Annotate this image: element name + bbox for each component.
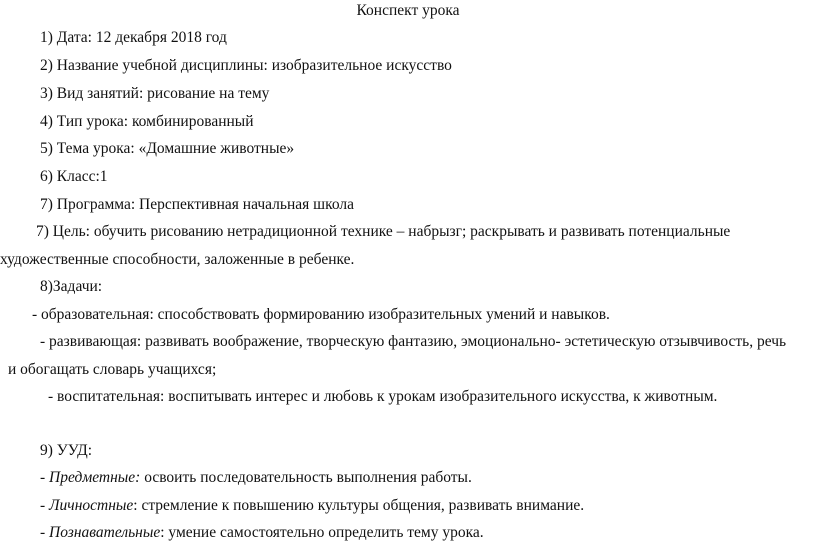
uud-cognitive: [40, 523, 484, 543]
uud-heading: 9) УУД:: [40, 442, 93, 459]
item-goal-line2: художественные способности, заложенные в ребенке.: [0, 251, 355, 268]
item-goal-line1: 7) Цель: обучить рисованию нетрадиционной технике – набрызг; раскрывать и развивать потенциальные: [36, 223, 731, 240]
uud-subject-label: Предметные:: [49, 469, 141, 486]
uud-personal-label: Личностные: [49, 497, 134, 514]
item-grade: 6) Класс:1: [40, 168, 108, 185]
uud-personal-text: : стремление к повышению культуры общения, развивать внимание.: [133, 497, 585, 514]
uud-subject-text: освоить последовательность выполнения работы.: [140, 469, 472, 486]
item-discipline: 2) Название учебной дисциплины: изобразительное искусство: [40, 57, 452, 74]
uud-subject-prefix: -: [40, 469, 50, 486]
task-educational: - образовательная: способствовать формированию изобразительных умений и навыков.: [32, 306, 610, 323]
item-activity: 3) Вид занятий: рисование на тему: [40, 85, 270, 102]
item-date: 1) Дата: 12 декабря 2018 год: [40, 29, 227, 46]
task-developing-line1: - развивающая: развивать воображение, творческую фантазию, эмоционально- эстетическую отзывчивость, речь: [40, 333, 787, 350]
item-program: 7) Программа: Перспективная начальная школа: [40, 196, 354, 213]
uud-personal: [40, 496, 584, 516]
item-lesson-type: 4) Тип урока: комбинированный: [40, 113, 254, 130]
uud-cognitive-text: : умение самостоятельно определить тему урока.: [160, 524, 484, 541]
item-topic: 5) Тема урока: «Домашние животные»: [40, 140, 295, 157]
uud-cognitive-prefix: -: [40, 524, 50, 541]
uud-subject: [40, 468, 472, 488]
uud-cognitive-label: Познавательные: [49, 524, 161, 541]
task-developing-line2: и обогащать словарь учащихся;: [8, 361, 217, 378]
tasks-heading: 8)Задачи:: [40, 278, 103, 295]
document-title: Конспект урока: [356, 2, 460, 19]
task-upbringing: - воспитательная: воспитывать интерес и любовь к урокам изобразительного искусства, к животным.: [48, 388, 718, 405]
uud-personal-prefix: -: [40, 497, 50, 514]
